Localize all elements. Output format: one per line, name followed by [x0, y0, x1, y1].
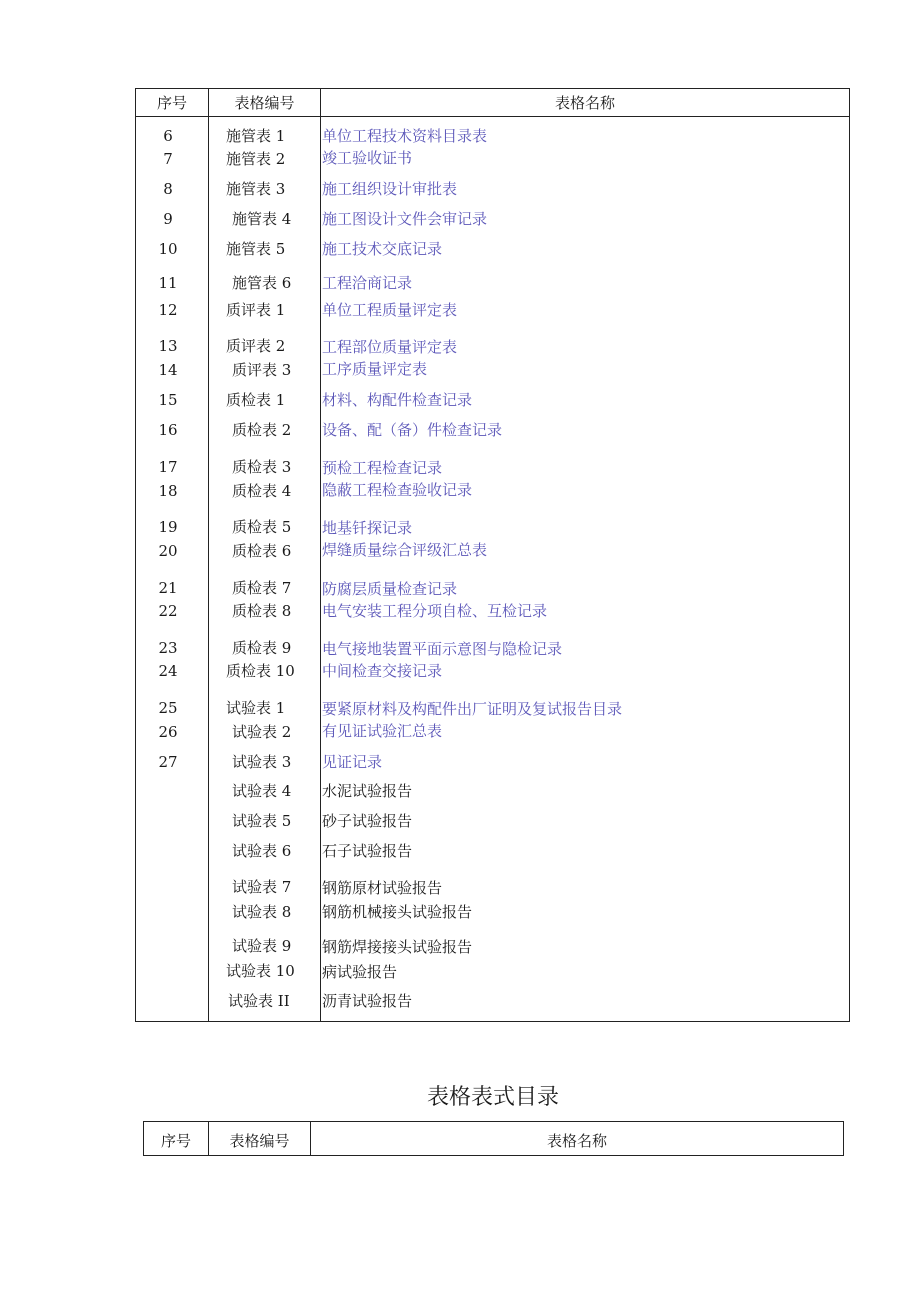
row-code: 施管表 5	[226, 240, 286, 258]
row-name-link[interactable]: 单位工程质量评定表	[322, 301, 458, 319]
row-name: 钢筋机械接头试验报告	[322, 903, 473, 921]
row-code: 质检表 5	[232, 518, 292, 536]
row-name-link[interactable]: 中间检查交接记录	[322, 662, 443, 680]
row-name-link[interactable]: 见证记录	[322, 753, 383, 771]
row-name: 钢筋原材试验报告	[322, 879, 443, 897]
row-seq: 8	[163, 180, 173, 198]
row-name-link[interactable]: 预检工程检查记录	[322, 459, 443, 477]
row-code: 质检表 10	[226, 662, 295, 680]
table-header	[136, 89, 849, 117]
row-seq: 10	[158, 240, 178, 258]
row-code: 施管表 4	[232, 210, 292, 228]
row-name-link[interactable]: 施工图设计文件会审记录	[322, 210, 488, 228]
row-code: 试验表 8	[232, 903, 292, 921]
row-seq: 17	[158, 458, 178, 476]
row-seq: 24	[158, 662, 178, 680]
row-code: 试验表 4	[232, 782, 292, 800]
row-name: 石子试验报告	[322, 842, 413, 860]
row-name-link[interactable]: 焊缝质量综合评级汇总表	[322, 541, 488, 559]
row-name-link[interactable]: 施工组织设计审批表	[322, 180, 458, 198]
row-name-link[interactable]: 隐蔽工程检查验收记录	[322, 481, 473, 499]
row-name-link[interactable]: 地基钎探记录	[322, 519, 413, 537]
row-code: 试验表 6	[232, 842, 292, 860]
row-name-link[interactable]: 施工技术交底记录	[322, 240, 443, 258]
row-code: 施管表 2	[226, 150, 286, 168]
header-name: 表格名称	[554, 94, 615, 112]
row-code: 质检表 2	[232, 421, 292, 439]
row-name: 钢筋焊接接头试验报告	[322, 938, 473, 956]
row-code: 质评表 1	[226, 301, 286, 319]
row-seq: 14	[158, 361, 178, 379]
row-seq: 6	[163, 127, 173, 145]
header-seq: 序号	[156, 94, 187, 112]
row-name-link[interactable]: 材料、构配件检查记录	[322, 391, 473, 409]
header-code: 表格编号	[229, 1132, 290, 1150]
row-code: 施管表 6	[232, 274, 292, 292]
row-name-link[interactable]: 工程洽商记录	[322, 274, 413, 292]
row-code: 试验表 9	[232, 937, 292, 955]
row-seq: 23	[158, 639, 178, 657]
row-name: 病试验报告	[322, 963, 398, 981]
row-name-link[interactable]: 防腐层质量检查记录	[322, 580, 458, 598]
header-code: 表格编号	[234, 94, 295, 112]
row-code: 质检表 4	[232, 482, 292, 500]
row-code: 试验表 2	[232, 723, 292, 741]
row-code: 质评表 2	[226, 337, 286, 355]
row-code: 质检表 3	[232, 458, 292, 476]
row-seq: 27	[158, 753, 178, 771]
row-code: 施管表 1	[226, 127, 286, 145]
row-code: 试验表 7	[232, 878, 292, 896]
row-name-link[interactable]: 要紧原材料及构配件出厂证明及复试报告目录	[322, 700, 623, 718]
row-seq: 12	[158, 301, 178, 319]
row-code: 试验表 3	[232, 753, 292, 771]
row-seq: 25	[158, 699, 178, 717]
row-seq: 15	[158, 391, 178, 409]
row-name-link[interactable]: 设备、配（备）件检查记录	[322, 421, 503, 439]
table-of-forms-2	[143, 1121, 844, 1156]
row-code: 施管表 3	[226, 180, 286, 198]
row-seq: 16	[158, 421, 178, 439]
row-name-link[interactable]: 单位工程技术资料目录表	[322, 127, 488, 145]
row-code: 质检表 9	[232, 639, 292, 657]
header-name: 表格名称	[546, 1132, 607, 1150]
header-seq: 序号	[160, 1132, 191, 1150]
row-code: 试验表 1	[226, 699, 286, 717]
row-seq: 20	[158, 542, 178, 560]
row-name-link[interactable]: 电气接地装置平面示意图与隐检记录	[322, 640, 563, 658]
row-name-link[interactable]: 电气安装工程分项自检、互检记录	[322, 602, 548, 620]
row-code: 试验表 10	[226, 962, 295, 980]
row-seq: 22	[158, 602, 178, 620]
row-code: 质检表 1	[226, 391, 286, 409]
row-code: 质检表 6	[232, 542, 292, 560]
row-code: 质检表 7	[232, 579, 292, 597]
row-name-link[interactable]: 有见证试验汇总表	[322, 722, 443, 740]
row-seq: 13	[158, 337, 178, 355]
row-seq: 11	[158, 274, 178, 292]
row-seq: 9	[163, 210, 173, 228]
row-name: 砂子试验报告	[322, 812, 413, 830]
row-seq: 26	[158, 723, 178, 741]
table-of-forms	[135, 88, 850, 1022]
row-name: 沥青试验报告	[322, 992, 413, 1010]
row-name-link[interactable]: 工程部位质量评定表	[322, 338, 458, 356]
row-code: 质评表 3	[232, 361, 292, 379]
row-code: 试验表 II	[228, 992, 290, 1010]
row-code: 试验表 5	[232, 812, 292, 830]
row-seq: 7	[163, 150, 173, 168]
section-title: 表格表式目录	[426, 1085, 559, 1110]
row-seq: 21	[158, 579, 178, 597]
row-name-link[interactable]: 竣工验收证书	[322, 149, 413, 167]
row-name-link[interactable]: 工序质量评定表	[322, 360, 428, 378]
row-name: 水泥试验报告	[322, 782, 413, 800]
row-code: 质检表 8	[232, 602, 292, 620]
column-divider	[208, 89, 209, 1021]
row-seq: 19	[158, 518, 178, 536]
row-seq: 18	[158, 482, 178, 500]
